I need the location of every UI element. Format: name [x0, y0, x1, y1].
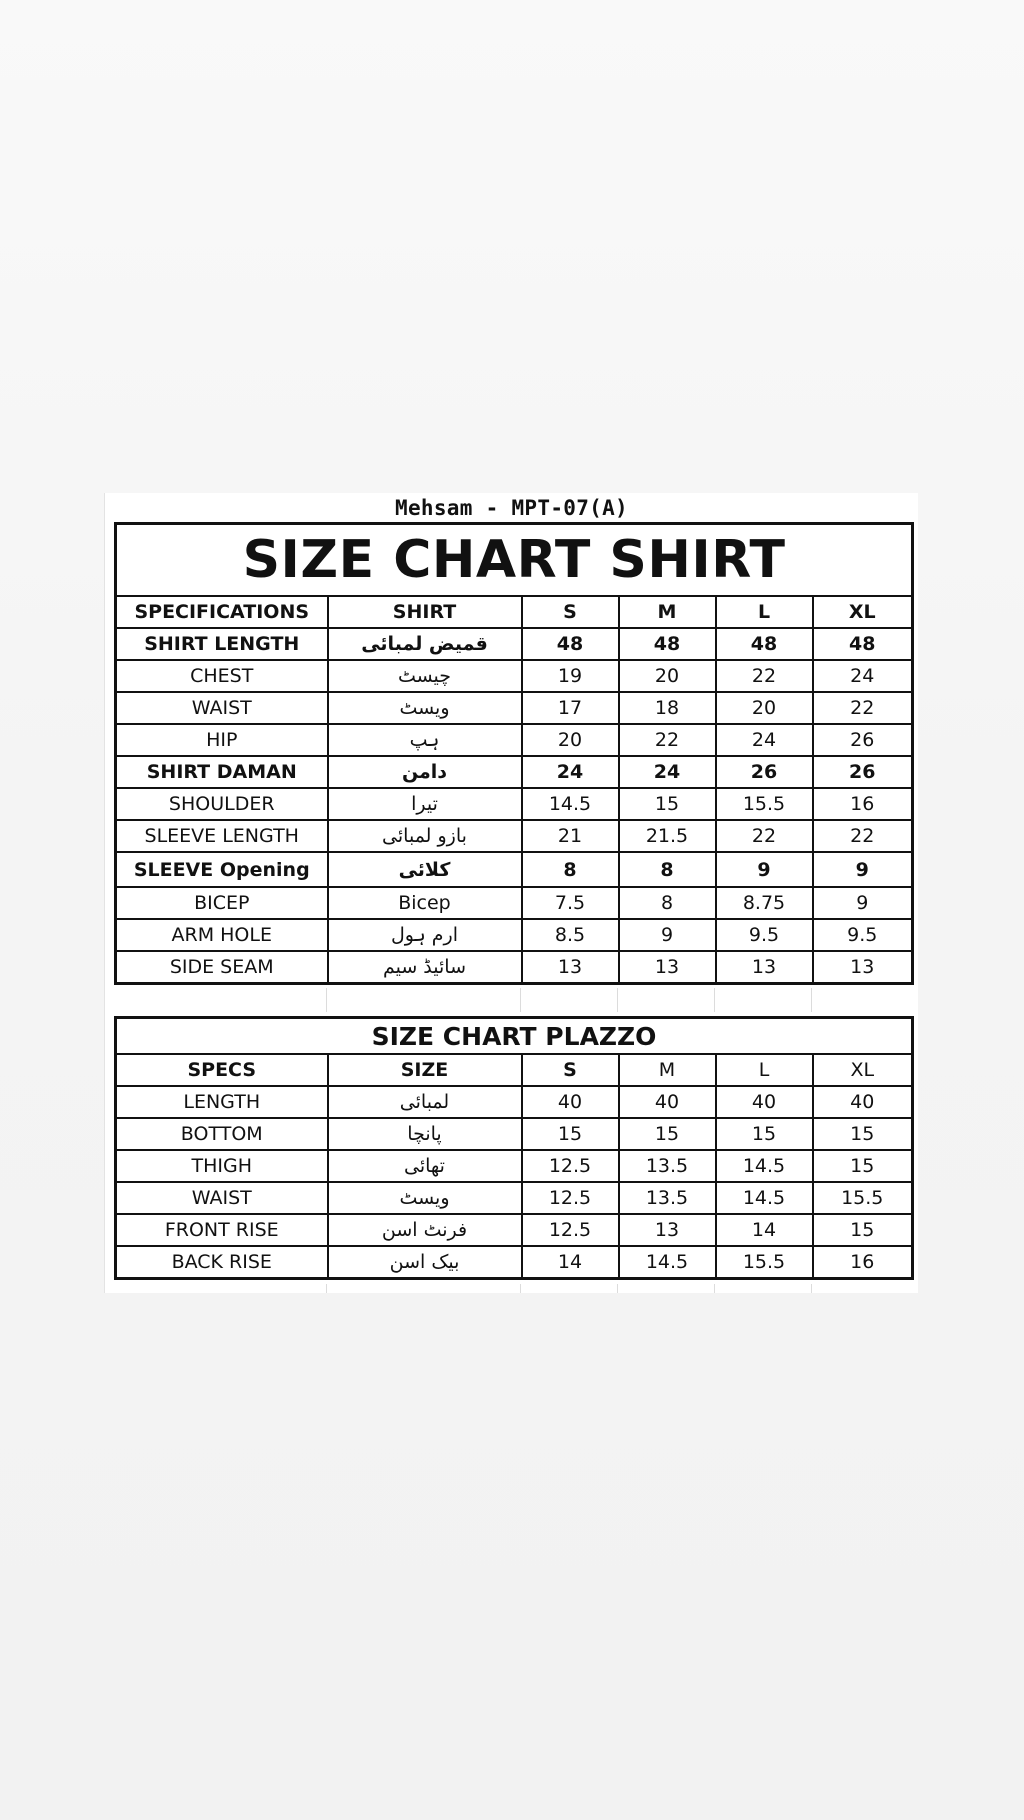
- plazzo-header-row: [116, 1054, 913, 1086]
- plazzo-table-row: [116, 1246, 913, 1279]
- size-xl-value: 26: [813, 756, 913, 788]
- size-xl-value: 15: [813, 1214, 913, 1246]
- spec-name-cell: SLEEVE Opening: [116, 852, 328, 887]
- column-header-s: S: [522, 1054, 619, 1086]
- size-xl-value: 40: [813, 1086, 913, 1118]
- size-m-value: 13.5: [619, 1150, 716, 1182]
- plazzo-table-row: [116, 1214, 913, 1246]
- size-s-value: 8: [522, 852, 619, 887]
- size-l-value: 48: [716, 628, 813, 660]
- size-l-value: 15.5: [716, 788, 813, 820]
- spec-name-cell: WAIST: [116, 692, 328, 724]
- size-l-value: 9.5: [716, 919, 813, 951]
- size-l-value: 13: [716, 951, 813, 984]
- size-xl-value: 24: [813, 660, 913, 692]
- size-m-value: 40: [619, 1086, 716, 1118]
- size-s-value: 17: [522, 692, 619, 724]
- shirt-table-row: [116, 756, 913, 788]
- size-l-value: 15.5: [716, 1246, 813, 1279]
- spreadsheet-image: [104, 493, 918, 1293]
- spec-name-cell: SHOULDER: [116, 788, 328, 820]
- shirt-table-row: [116, 660, 913, 692]
- size-l-value: 40: [716, 1086, 813, 1118]
- shirt-table-row: [116, 887, 913, 919]
- urdu-label-cell: چیسٹ: [328, 660, 522, 692]
- shirt-header-row: [116, 596, 913, 628]
- spec-name-cell: WAIST: [116, 1182, 328, 1214]
- urdu-label-cell: فرنٹ اسن: [328, 1214, 522, 1246]
- spec-name-cell: LENGTH: [116, 1086, 328, 1118]
- size-m-value: 22: [619, 724, 716, 756]
- urdu-label-cell: لمبائی: [328, 1086, 522, 1118]
- size-s-value: 13: [522, 951, 619, 984]
- size-m-value: 20: [619, 660, 716, 692]
- spec-name-cell: BACK RISE: [116, 1246, 328, 1279]
- column-header-shirt: SHIRT: [328, 596, 522, 628]
- column-header-l: L: [716, 1054, 813, 1086]
- urdu-label-cell: تھائی: [328, 1150, 522, 1182]
- shirt-size-table: [114, 522, 914, 985]
- size-m-value: 48: [619, 628, 716, 660]
- urdu-label-cell: پانچا: [328, 1118, 522, 1150]
- spec-name-cell: THIGH: [116, 1150, 328, 1182]
- spec-name-cell: HIP: [116, 724, 328, 756]
- spec-name-cell: SIDE SEAM: [116, 951, 328, 984]
- size-l-value: 8.75: [716, 887, 813, 919]
- spec-name-cell: CHEST: [116, 660, 328, 692]
- column-header-specs: SPECS: [116, 1054, 328, 1086]
- shirt-table-row: [116, 724, 913, 756]
- spec-name-cell: SLEEVE LENGTH: [116, 820, 328, 852]
- column-header-m: M: [619, 596, 716, 628]
- size-l-value: 14.5: [716, 1182, 813, 1214]
- size-m-value: 15: [619, 788, 716, 820]
- shirt-table-row: [116, 788, 913, 820]
- size-xl-value: 22: [813, 692, 913, 724]
- column-header-xl: XL: [813, 596, 913, 628]
- urdu-label-cell: بیک اسن: [328, 1246, 522, 1279]
- spec-name-cell: BOTTOM: [116, 1118, 328, 1150]
- urdu-label-cell: ارم ہول: [328, 919, 522, 951]
- urdu-label-cell: ویسٹ: [328, 1182, 522, 1214]
- size-m-value: 8: [619, 887, 716, 919]
- size-m-value: 13.5: [619, 1182, 716, 1214]
- plazzo-table-row: [116, 1118, 913, 1150]
- urdu-label-cell: ہپ: [328, 724, 522, 756]
- size-s-value: 12.5: [522, 1214, 619, 1246]
- size-m-value: 21.5: [619, 820, 716, 852]
- size-m-value: 13: [619, 1214, 716, 1246]
- document-title: Mehsam - MPT-07(A): [395, 496, 628, 520]
- size-s-value: 24: [522, 756, 619, 788]
- size-l-value: 22: [716, 820, 813, 852]
- sheet-bottom-edge: [114, 1284, 911, 1293]
- plazzo-size-table: [114, 1016, 914, 1280]
- size-l-value: 20: [716, 692, 813, 724]
- shirt-chart-title: SIZE CHART SHIRT: [116, 524, 913, 597]
- size-s-value: 12.5: [522, 1182, 619, 1214]
- size-xl-value: 9: [813, 887, 913, 919]
- column-header-l: L: [716, 596, 813, 628]
- size-xl-value: 9: [813, 852, 913, 887]
- size-xl-value: 26: [813, 724, 913, 756]
- plazzo-table-row: [116, 1086, 913, 1118]
- size-m-value: 24: [619, 756, 716, 788]
- size-s-value: 40: [522, 1086, 619, 1118]
- urdu-label-cell: ویسٹ: [328, 692, 522, 724]
- urdu-label-cell: سائیڈ سیم: [328, 951, 522, 984]
- size-m-value: 14.5: [619, 1246, 716, 1279]
- spec-name-cell: ARM HOLE: [116, 919, 328, 951]
- urdu-label-cell: Bicep: [328, 887, 522, 919]
- size-l-value: 14: [716, 1214, 813, 1246]
- size-l-value: 24: [716, 724, 813, 756]
- size-xl-value: 15: [813, 1118, 913, 1150]
- size-s-value: 7.5: [522, 887, 619, 919]
- size-l-value: 14.5: [716, 1150, 813, 1182]
- size-xl-value: 22: [813, 820, 913, 852]
- urdu-label-cell: بازو لمبائی: [328, 820, 522, 852]
- size-xl-value: 13: [813, 951, 913, 984]
- urdu-label-cell: کلائی: [328, 852, 522, 887]
- column-header-m: M: [619, 1054, 716, 1086]
- size-l-value: 15: [716, 1118, 813, 1150]
- plazzo-table-row: [116, 1182, 913, 1214]
- plazzo-chart-title: SIZE CHART PLAZZO: [116, 1018, 913, 1055]
- size-m-value: 9: [619, 919, 716, 951]
- urdu-label-cell: دامن: [328, 756, 522, 788]
- size-l-value: 26: [716, 756, 813, 788]
- spec-name-cell: BICEP: [116, 887, 328, 919]
- size-s-value: 19: [522, 660, 619, 692]
- size-s-value: 15: [522, 1118, 619, 1150]
- shirt-table-row: [116, 628, 913, 660]
- shirt-table-row: [116, 852, 913, 887]
- spec-name-cell: SHIRT DAMAN: [116, 756, 328, 788]
- size-xl-value: 9.5: [813, 919, 913, 951]
- urdu-label-cell: قمیض لمبائی: [328, 628, 522, 660]
- column-header-specifications: SPECIFICATIONS: [116, 596, 328, 628]
- size-xl-value: 15: [813, 1150, 913, 1182]
- size-m-value: 15: [619, 1118, 716, 1150]
- size-l-value: 22: [716, 660, 813, 692]
- shirt-table-row: [116, 692, 913, 724]
- size-s-value: 8.5: [522, 919, 619, 951]
- size-m-value: 13: [619, 951, 716, 984]
- column-header-size: SIZE: [328, 1054, 522, 1086]
- size-m-value: 8: [619, 852, 716, 887]
- spec-name-cell: FRONT RISE: [116, 1214, 328, 1246]
- shirt-table-row: [116, 820, 913, 852]
- size-xl-value: 16: [813, 788, 913, 820]
- size-s-value: 48: [522, 628, 619, 660]
- column-header-s: S: [522, 596, 619, 628]
- size-xl-value: 15.5: [813, 1182, 913, 1214]
- size-s-value: 14: [522, 1246, 619, 1279]
- size-xl-value: 16: [813, 1246, 913, 1279]
- size-xl-value: 48: [813, 628, 913, 660]
- size-s-value: 14.5: [522, 788, 619, 820]
- shirt-table-row: [116, 951, 913, 984]
- size-l-value: 9: [716, 852, 813, 887]
- spec-name-cell: SHIRT LENGTH: [116, 628, 328, 660]
- size-s-value: 21: [522, 820, 619, 852]
- spacer-row: [114, 988, 911, 1012]
- size-s-value: 20: [522, 724, 619, 756]
- size-s-value: 12.5: [522, 1150, 619, 1182]
- shirt-table-row: [116, 919, 913, 951]
- plazzo-table-row: [116, 1150, 913, 1182]
- column-header-xl: XL: [813, 1054, 913, 1086]
- size-m-value: 18: [619, 692, 716, 724]
- urdu-label-cell: تیرا: [328, 788, 522, 820]
